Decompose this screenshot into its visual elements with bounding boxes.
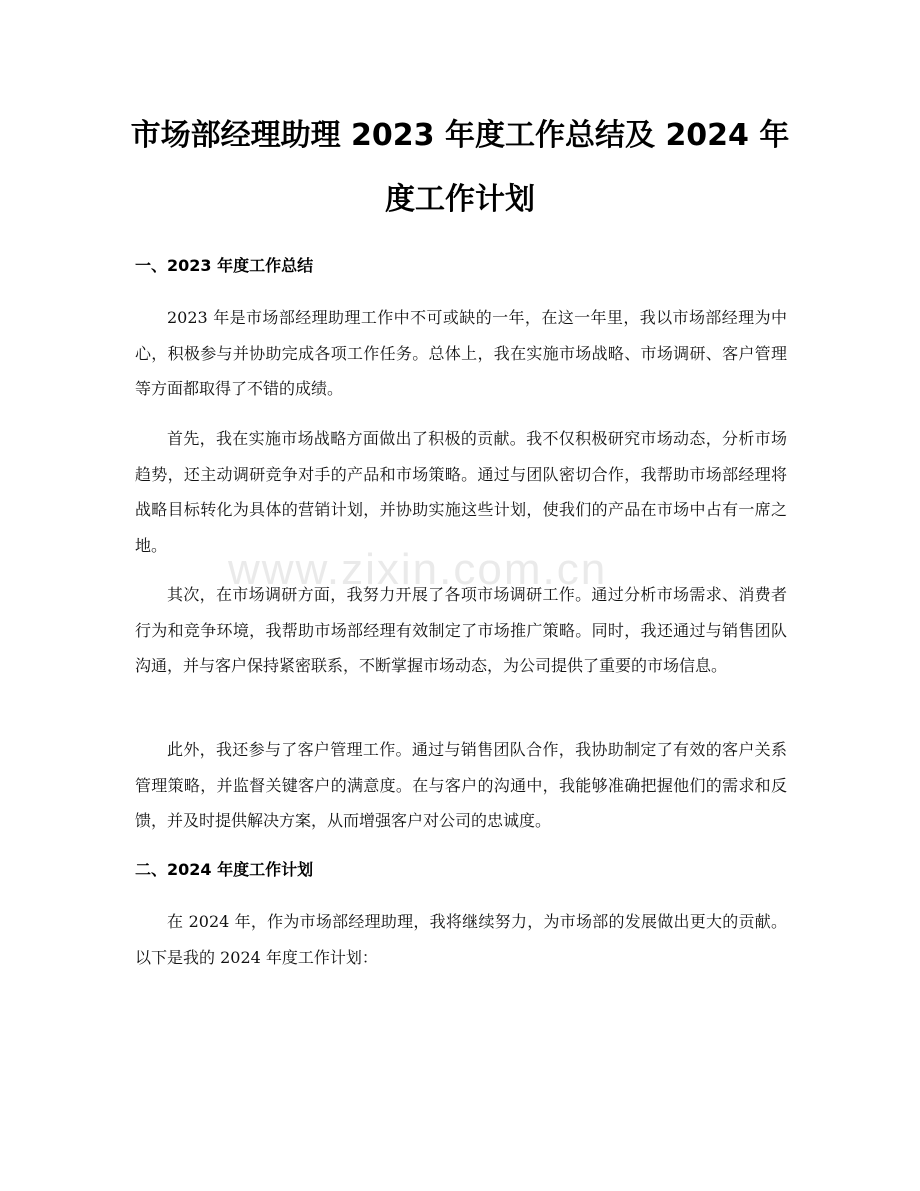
paragraph-customer-management: 此外，我还参与了客户管理工作。通过与销售团队合作，我协助制定了有效的客户关系管理策略，并监督关键客户的满意度。在与客户的沟通中，我能够准确把握他们的需求和反馈，并及时提供解决方案，从而增强客户对公司的忠诚度。 — [135, 740, 787, 830]
watermark-text: www.zixin.com.cn — [228, 545, 608, 594]
paragraph-plan-intro: 在 2024 年，作为市场部经理助理，我将继续努力，为市场部的发展做出更大的贡献。以下是我的 2024 年度工作计划： — [135, 912, 787, 967]
section-heading-2023-summary: 一、2023 年度工作总结 — [135, 256, 314, 275]
paragraph-market-strategy: 首先，我在实施市场战略方面做出了积极的贡献。我不仅积极研究市场动态，分析市场趋势，还主动调研竞争对手的产品和市场策略。通过与团队密切合作，我帮助市场部经理将战略目标转化为具体的营销计划，并协助实施这些计划，使我们的产品在市场中占有一席之地。 — [135, 429, 787, 555]
section-heading-2024-plan: 二、2024 年度工作计划 — [135, 860, 314, 879]
paragraph-intro: 2023 年是市场部经理助理工作中不可或缺的一年，在这一年里，我以市场部经理为中心，积极参与并协助完成各项工作任务。总体上，我在实施市场战略、市场调研、客户管理等方面都取得了不错的成绩。 — [135, 308, 787, 398]
document-title: 市场部经理助理 2023 年度工作总结及 2024 年度工作计划 — [130, 118, 790, 217]
paragraph-market-research: 其次，在市场调研方面，我努力开展了各项市场调研工作。通过分析市场需求、消费者行为和竞争环境，我帮助市场部经理有效制定了市场推广策略。同时，我还通过与销售团队沟通，并与客户保持紧密联系，不断掌握市场动态，为公司提供了重要的市场信息。 — [135, 585, 787, 675]
